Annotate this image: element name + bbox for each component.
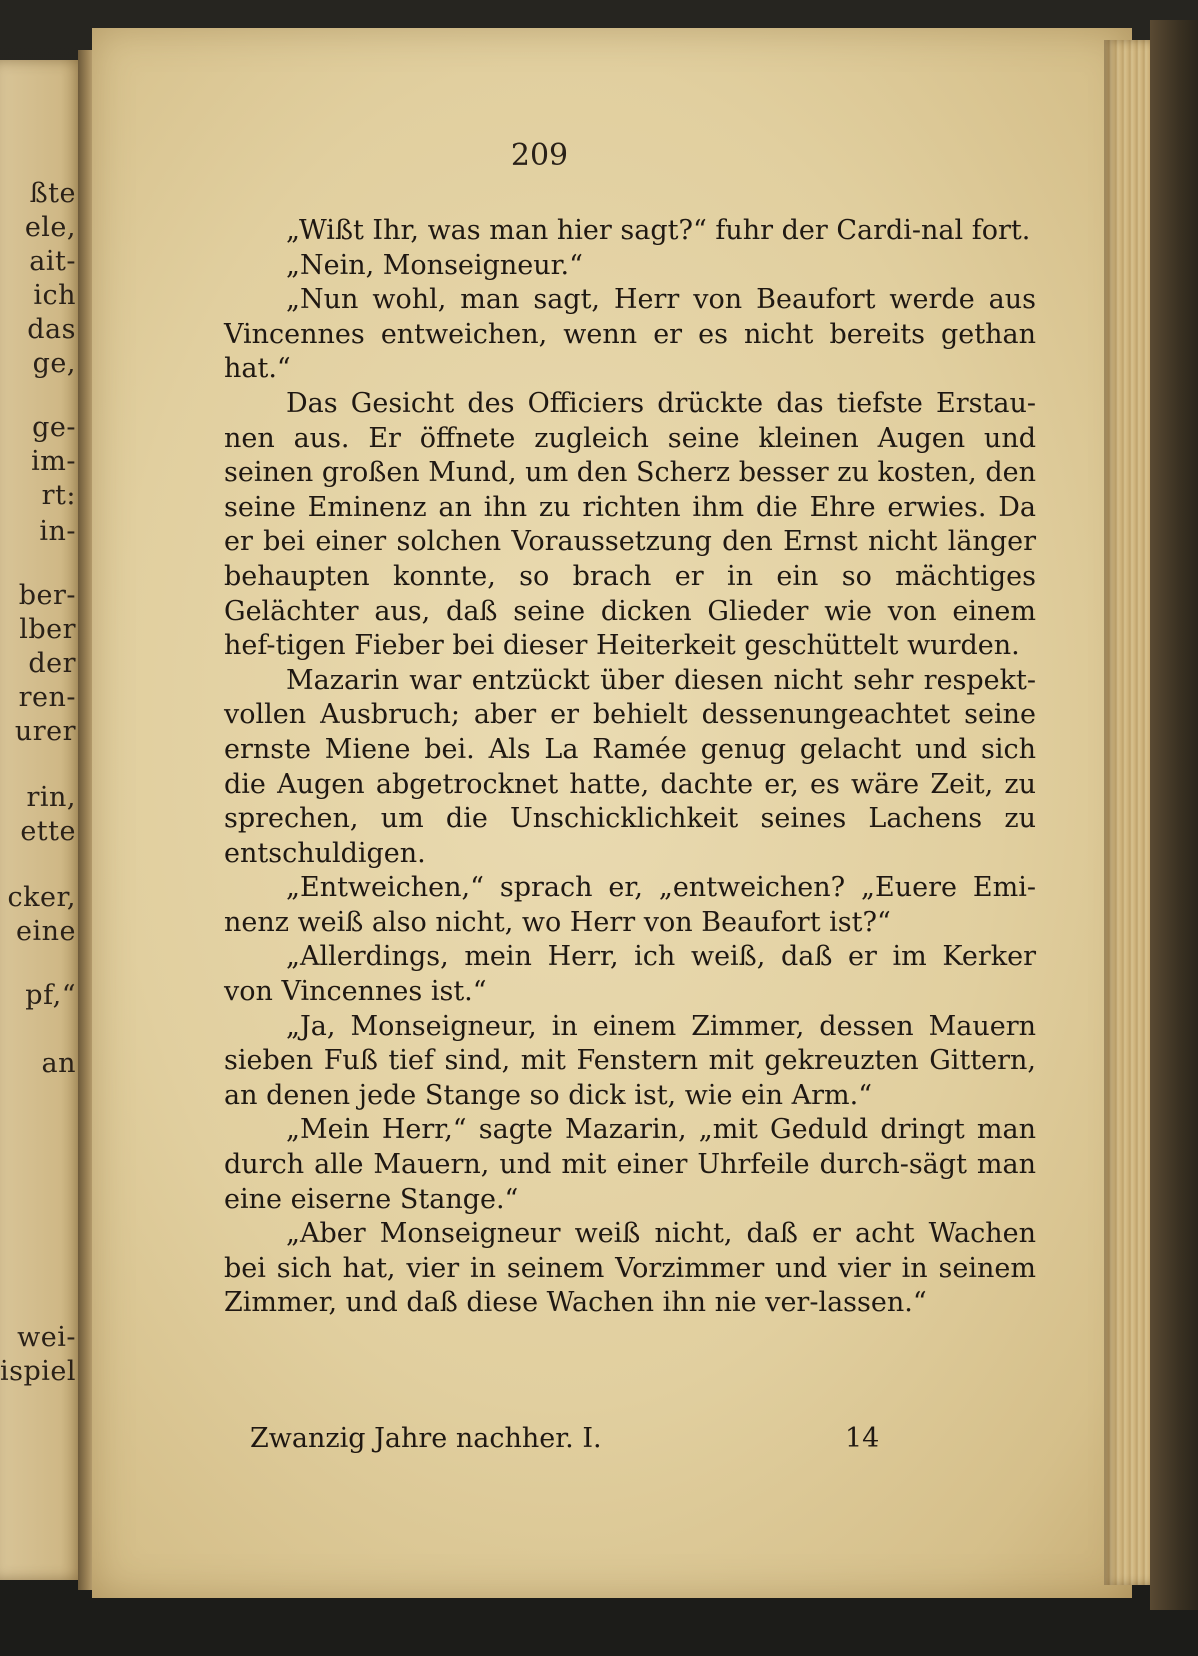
paragraph: „Nein, Monseigneur.“	[286, 249, 583, 281]
paragraph: „Wißt Ihr, was man hier sagt?“ fuhr der Cardi-nal fort.	[286, 215, 1031, 246]
page-number: 209	[510, 138, 569, 173]
left-page-fragment: rin,	[26, 782, 76, 813]
right-page	[92, 28, 1132, 1598]
left-page-fragment: cker,	[7, 882, 76, 913]
left-page-fragment: lber	[19, 614, 76, 645]
left-page-fragment: in-	[39, 516, 76, 547]
left-page-fragment: wei-	[17, 1322, 76, 1353]
left-page-fragment: rt:	[41, 480, 76, 511]
footer-signature-mark: 14	[845, 1423, 880, 1454]
paragraph: „Ja, Monseigneur, in einem Zimmer, dessen Mauern sieben Fuß tief sind, mit Fenstern mit gekreuzten Gittern, an denen jede Stange so dick ist, wie ein Arm.“	[224, 1010, 1036, 1111]
book-cover-edge	[1150, 20, 1198, 1610]
footer-book-title: Zwanzig Jahre nachher. I.	[250, 1423, 602, 1454]
left-page-fragment: urer	[14, 716, 76, 747]
paragraph: „Mein Herr,“ sagte Mazarin, „mit Geduld dringt man durch alle Mauern, und mit einer Uhrfeile durch-sägt man eine eiserne Stange.“	[224, 1114, 1036, 1215]
left-page-fragment: ait-	[29, 246, 76, 277]
left-page-fragment: im-	[31, 446, 76, 477]
left-page-fragment: das	[27, 314, 76, 345]
paragraph: Das Gesicht des Officiers drückte das tiefste Erstau-nen aus. Er öffnete zugleich seine kleinen Augen und seinen großen Mund, um den Scherz besser zu kosten, den seine Eminenz an ihn zu richten ihm die Ehre erwies. Da er bei einer solchen Voraussetzung den Ernst nicht länger behaupten konnte, so brach er in ein so mächtiges Gelächter aus, daß seine dicken Glieder wie von einem hef-tigen Fieber bei dieser Heiterkeit geschüttelt wurden.	[224, 387, 1036, 662]
left-page-fragment: ber-	[18, 580, 76, 611]
left-page-edge	[0, 60, 86, 1580]
left-page-fragment: der	[28, 648, 76, 679]
paragraph: Mazarin war entzückt über diesen nicht sehr respekt-vollen Ausbruch; aber er behielt dessenungeachtet seine ernste Miene bei. Als La Ramée genug gelacht und sich die Augen abgetrocknet hatte, dachte er, es wäre Zeit, zu sprechen, um die Unschicklichkeit seines Lachens zu entschuldigen.	[224, 664, 1036, 869]
paragraph: „Nun wohl, man sagt, Herr von Beaufort werde aus Vincennes entweichen, wenn er es nicht bereits gethan hat.“	[224, 284, 1036, 385]
left-page-fragment: ßte	[29, 178, 76, 209]
paragraph: „Allerdings, mein Herr, ich weiß, daß er im Kerker von Vincennes ist.“	[224, 941, 1036, 1008]
left-page-fragment: ge-	[32, 412, 76, 443]
paragraph: „Entweichen,“ sprach er, „entweichen? „Euere Emi-nenz weiß also nicht, wo Herr von Beaufort ist?“	[224, 872, 1036, 938]
left-page-fragment: ispiel	[0, 1356, 76, 1387]
left-page-fragment: an	[41, 1048, 76, 1079]
left-page-fragment: ele,	[24, 212, 76, 243]
page-text	[224, 214, 1036, 1321]
left-page-fragment: ette	[20, 816, 76, 847]
left-page-fragment: ren-	[18, 682, 76, 713]
left-page-fragment: ich	[33, 280, 76, 311]
paragraph: „Aber Monseigneur weiß nicht, daß er acht Wachen bei sich hat, vier in seinem Vorzimmer und vier in seinem Zimmer, und daß diese Wachen ihn nie ver-lassen.“	[224, 1218, 1036, 1319]
left-page-fragment: ge,	[32, 348, 76, 379]
left-page-fragment: pf,“	[25, 980, 76, 1011]
left-page-fragment: eine	[16, 916, 76, 947]
